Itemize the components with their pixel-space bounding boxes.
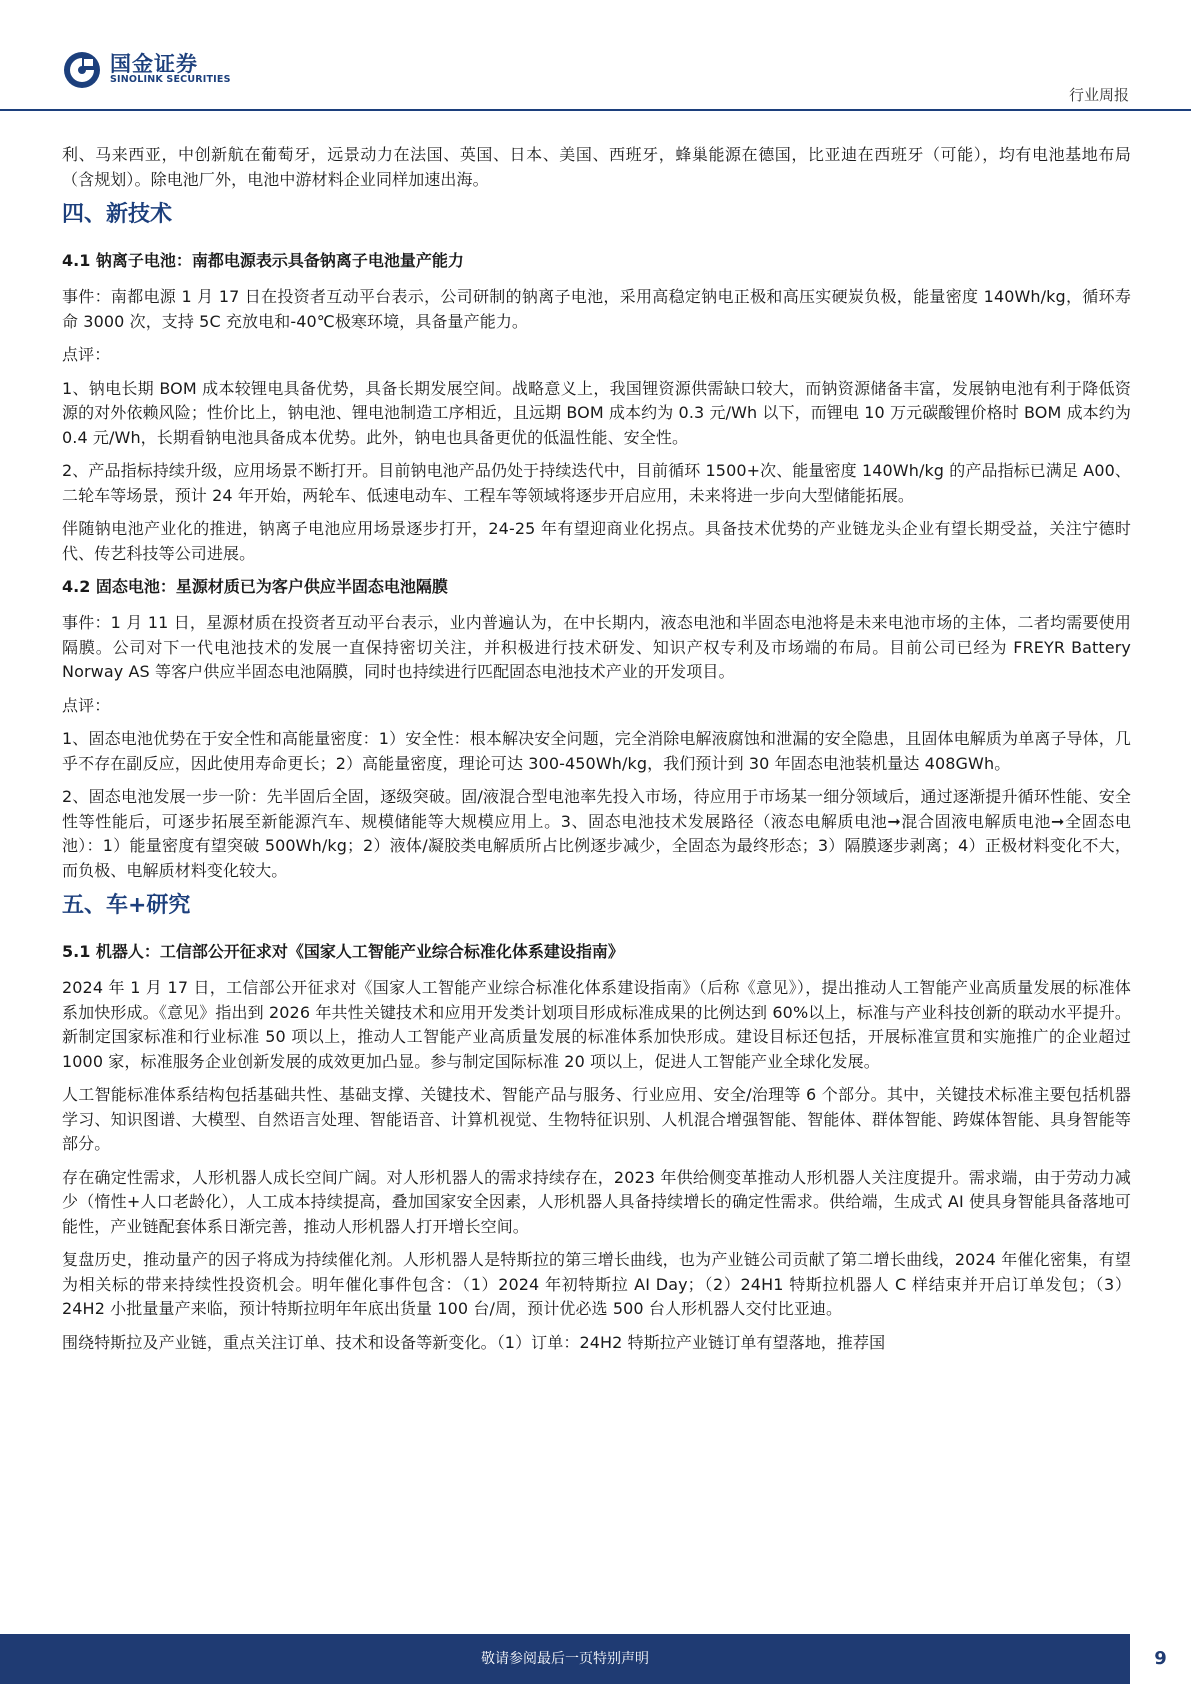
s41-comment-label: 点评： (62, 345, 111, 364)
subsection-4-2-title: 4.2 固态电池：星源材质已为客户供应半固态电池隔膜 (62, 577, 448, 596)
logo-mark-icon (62, 50, 102, 90)
header-divider (0, 109, 1191, 111)
s51-paragraph-4: 复盘历史，推动量产的因子将成为持续催化剂。人形机器人是特斯拉的第三增长曲线，也为产业链公司贡献了第二增长曲线，2024 年催化密集，有望为相关标的带来持续性投资机会。明年催化事件包含：（1）2024 年初特斯拉 AI Day；（2）24H1 特斯拉机器人 C 样结束并开启订单发包；（3）24H2 小批量量产来临，预计特斯拉明年年底出货量 100 台/周，预计优必选 500 台人形机器人交付比亚迪。 (62, 1250, 1131, 1318)
s42-point-1: 1、固态电池优势在于安全性和高能量密度：1）安全性：根本解决安全问题，完全消除电解液腐蚀和泄漏的安全隐患，且固体电解质为单离子导体，几乎不存在副反应，因此使用寿命更长；2）高能量密度，理论可达 300-450Wh/kg，我们预计到 30 年固态电池装机量达 408GWh。 (62, 729, 1131, 773)
logo-english-name: SINOLINK SECURITIES (110, 74, 231, 85)
page-number: 9 (1154, 1648, 1167, 1669)
footer-disclaimer: 敬请参阅最后一页特别声明 (481, 1651, 649, 1667)
s51-paragraph-1: 2024 年 1 月 17 日，工信部公开征求对《国家人工智能产业综合标准化体系建设指南》（后称《意见》），提出推动人工智能产业高质量发展的标准体系加快形成。《意见》指出到 2026 年共性关键技术和应用开发类计划项目形成标准成果的比例达到 60%以上，标准与产业科技创新的联动水平提升。新制定国家标准和行业标准 50 项以上，推动人工智能产业高质量发展的标准体系加快形成。建设目标还包括，开展标准宣贯和实施推广的企业超过 1000 家，标准服务企业创新发展的成效更加凸显。参与制定国际标准 20 项以上，促进人工智能产业全球化发展。 (62, 978, 1131, 1071)
subsection-5-1-title: 5.1 机器人：工信部公开征求对《国家人工智能产业综合标准化体系建设指南》 (62, 942, 624, 961)
page-footer (0, 1634, 1191, 1684)
company-logo (62, 46, 362, 96)
s41-point-2: 2、产品指标持续升级，应用场景不断打开。目前钠电池产品仍处于持续迭代中，目前循环 1500+次、能量密度 140Wh/kg 的产品指标已满足 A00、二轮车等场景，预计 24 年开始，两轮车、低速电动车、工程车等领域将逐步开启应用，未来将进一步向大型储能拓展。 (62, 461, 1131, 505)
s41-conclusion: 伴随钠电池产业化的推进，钠离子电池应用场景逐步打开，24-25 年有望迎商业化拐点。具备技术优势的产业链龙头企业有望长期受益，关注宁德时代、传艺科技等公司进展。 (62, 519, 1131, 563)
s41-event-paragraph: 事件：南都电源 1 月 17 日在投资者互动平台表示，公司研制的钠离子电池，采用高稳定钠电正极和高压实硬炭负极，能量密度 140Wh/kg，循环寿命 3000 次，支持 5C 充放电和-40℃极寒环境，具备量产能力。 (62, 287, 1131, 331)
intro-paragraph: 利、马来西亚，中创新航在葡萄牙，远景动力在法国、英国、日本、美国、西班牙，蜂巢能源在德国，比亚迪在西班牙（可能），均有电池基地布局（含规划）。除电池厂外，电池中游材料企业同样加速出海。 (62, 145, 1131, 189)
section-5-title: 五、车+研究 (62, 893, 191, 918)
s51-paragraph-2: 人工智能标准体系结构包括基础共性、基础支撑、关键技术、智能产品与服务、行业应用、安全/治理等 6 个部分。其中，关键技术标准主要包括机器学习、知识图谱、大模型、自然语言处理、智能语音、计算机视觉、生物特征识别、人机混合增强智能、智能体、群体智能、跨媒体智能、具身智能等部分。 (62, 1085, 1131, 1153)
section-4-title: 四、新技术 (62, 202, 173, 227)
page-header (0, 0, 1191, 112)
page-body (62, 143, 1131, 1364)
s51-paragraph-3: 存在确定性需求，人形机器人成长空间广阔。对人形机器人的需求持续存在，2023 年供给侧变革推动人形机器人关注度提升。需求端，由于劳动力减少（惰性+人口老龄化），人工成本持续提高，叠加国家安全因素，人形机器人具备持续增长的确定性需求。供给端，生成式 AI 使具身智能具备落地可能性，产业链配套体系日渐完善，推动人形机器人打开增长空间。 (62, 1167, 1131, 1236)
s41-point-1: 1、钠电长期 BOM 成本较锂电具备优势，具备长期发展空间。战略意义上，我国锂资源供需缺口较大，而钠资源储备丰富，发展钠电池有利于降低资源的对外依赖风险；性价比上，钠电池、锂电池制造工序相近，且远期 BOM 成本约为 0.3 元/Wh 以下，而锂电 10 万元碳酸锂价格时 BOM 成本约为 0.4 元/Wh，长期看钠电池具备成本优势。此外，钠电也具备更优的低温性能、安全性。 (62, 378, 1131, 447)
subsection-4-1-title: 4.1 钠离子电池：南都电源表示具备钠离子电池量产能力 (62, 251, 464, 270)
logo-chinese-name: 国金证券 (110, 52, 198, 76)
s42-event-paragraph: 事件：1 月 11 日，星源材质在投资者互动平台表示，业内普遍认为，在中长期内，液态电池和半固态电池将是未来电池市场的主体，二者均需要使用隔膜。公司对下一代电池技术的发展一直保持密切关注，并积极进行技术研发、知识产权专利及市场端的布局。目前公司已经为 FREYR Battery Norway AS 等客户供应半固态电池隔膜，同时也持续进行匹配固态电池技术产业的开发项目。 (62, 613, 1131, 681)
s51-paragraph-5: 围绕特斯拉及产业链，重点关注订单、技术和设备等新变化。（1）订单：24H2 特斯拉产业链订单有望落地，推荐国 (62, 1332, 886, 1352)
s42-point-2: 2、固态电池发展一步一阶：先半固后全固，逐级突破。固/液混合型电池率先投入市场，待应用于市场某一细分领域后，通过逐渐提升循环性能、安全性等性能后，可逐步拓展至新能源汽车、规模储能等大规模应用上。3、固态电池技术发展路径（液态电解质电池➞混合固液电解质电池➞全固态电池）：1）能量密度有望突破 500Wh/kg；2）液体/凝胶类电解质所占比例逐步减少，全固态为最终形态；3）隔膜逐步剥离；4）正极材料变化不大，而负极、电解质材料变化较大。 (62, 787, 1131, 880)
s42-comment-label: 点评： (62, 695, 111, 715)
document-type-label: 行业周报 (1068, 86, 1129, 104)
